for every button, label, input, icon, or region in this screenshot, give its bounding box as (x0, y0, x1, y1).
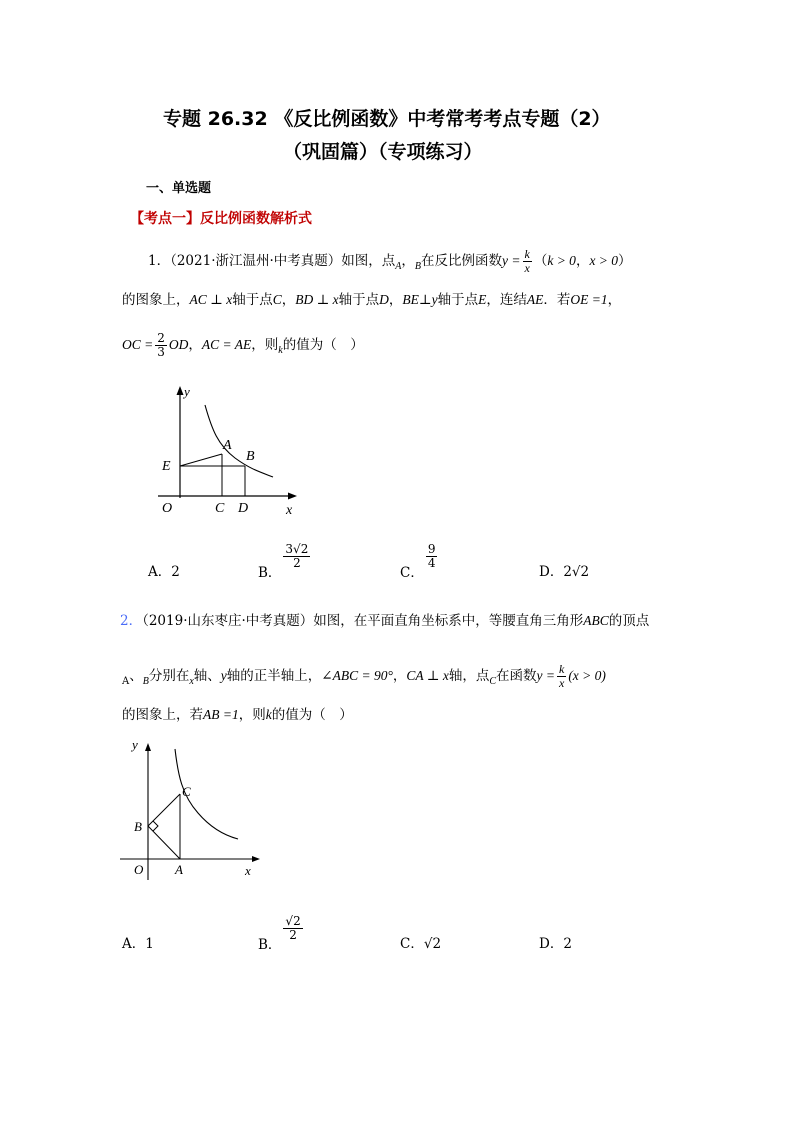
q2-option-c[interactable] (400, 932, 441, 952)
q2-fraction (557, 663, 566, 690)
q1-y-arrow (177, 386, 184, 395)
page-title-line2: （巩固篇）（专项练习） (283, 141, 483, 163)
q1-comma: ， (401, 253, 415, 269)
q1-l2b: 轴于点 (232, 292, 273, 308)
q1-option-b-num: 3√2 (285, 542, 309, 556)
q2-option-b-num: √2 (285, 914, 301, 928)
q1-label-b: B (246, 449, 255, 464)
q2-label-y: y (132, 737, 138, 752)
q1-bd-perp: BD ⊥ x (295, 292, 339, 307)
q2-l2d: ， (392, 668, 407, 684)
q2-option-b-label: B． (258, 937, 282, 953)
q1-label-a: A (223, 438, 232, 453)
q1-in-func: 在反比例函数 (421, 253, 503, 269)
q2-frac-num: k (558, 662, 565, 676)
section-heading: 一、单选题 (146, 181, 212, 196)
q1-option-c-value (426, 543, 438, 570)
q1-label-d: D (238, 501, 249, 516)
q2-l2e: 轴，点 (448, 668, 490, 684)
topic-heading: 【考点一】反比例函数解析式 (130, 211, 312, 227)
q1-figure (150, 380, 310, 520)
q2-x-arrow (252, 856, 260, 862)
q1-l2c: ， (281, 292, 296, 308)
q1-k: k (278, 345, 283, 356)
q1-label-x: x (286, 503, 293, 518)
q2-frac-den: x (558, 676, 565, 690)
q1-label-c: C (215, 501, 225, 516)
q2-option-b-value (283, 915, 302, 942)
q1-option-a[interactable] (148, 560, 180, 580)
q1-label-o: O (162, 501, 173, 516)
q2-option-d[interactable] (539, 932, 572, 952)
q1-option-b[interactable] (258, 542, 312, 581)
q1-ac-ae: AC = AE (201, 337, 252, 352)
q2-abc: ABC (583, 613, 609, 628)
q1-y-eq: y = (502, 253, 521, 268)
q1-option-a-value: 2 (171, 564, 180, 580)
q2-l1b: 的顶点 (608, 613, 650, 629)
q2-ca-perp: CA ⊥ x (406, 668, 449, 683)
q1-label-y: y (184, 384, 190, 399)
q2-option-b-den: 2 (289, 928, 297, 942)
q1-option-d-label: D． (539, 564, 564, 580)
q1-two-thirds (155, 332, 167, 359)
q1-option-c-num: 9 (427, 542, 436, 556)
q1-l2d: 轴于点 (338, 292, 380, 308)
q1-l3c: 的值为（ ） (282, 337, 364, 353)
q2-option-d-value: 2 (563, 936, 572, 952)
q1-x-arrow (288, 493, 297, 500)
q1-l3b: ，则 (251, 337, 279, 353)
q1-fraction (523, 248, 532, 275)
q2-line3 (122, 705, 353, 725)
q1-source: （2021·浙江温州·中考真题）如图，点 (170, 253, 396, 269)
q1-cond-sep: ， (575, 253, 590, 269)
q2-l3a: 的图象上，若 (122, 707, 203, 723)
q1-l2g: ，连结 (486, 292, 527, 308)
q1-line1 (148, 248, 632, 275)
q1-number: 1． (148, 253, 171, 269)
q1-ae: AE (526, 292, 544, 307)
q1-option-a-label: A． (148, 564, 172, 580)
q1-l3a: ， (188, 337, 202, 353)
q1-oe1: OE =1 (570, 292, 608, 307)
q2-y-arrow (145, 743, 151, 751)
q2-angle: ∠ABC = 90° (321, 668, 393, 683)
q1-cond-open: （ (533, 253, 548, 269)
q1-od: OD (168, 337, 189, 352)
q2-option-c-label: C． (400, 936, 424, 952)
q1-option-c[interactable] (400, 542, 439, 581)
q1-line3 (122, 332, 364, 359)
q1-line2 (122, 290, 621, 310)
q2-l3b: ，则 (238, 707, 266, 723)
q2-l2b: 轴、 (193, 668, 221, 684)
q1-frac-num: k (524, 247, 530, 261)
q2-label-o: O (134, 862, 144, 877)
q2-segment-ba (148, 826, 180, 859)
q2-l2c: 轴的正半轴上， (226, 668, 322, 684)
q2-label-c: C (182, 784, 191, 799)
q1-point-d: D (379, 292, 389, 307)
q2-option-c-value: √2 (423, 936, 442, 952)
q2-line2 (122, 663, 606, 690)
q2-ab1: AB =1 (203, 707, 239, 722)
q2-x1: x (189, 676, 194, 687)
q2-l2a: 分别在 (148, 668, 190, 684)
q1-point-a: A (395, 261, 402, 272)
q2-l3c: 的值为（ ） (271, 707, 353, 723)
q1-point-e: E (478, 292, 487, 307)
q2-label-b: B (134, 819, 142, 834)
q2-line1 (120, 611, 649, 631)
q1-l2f: 轴于点 (437, 292, 479, 308)
q1-x-gt0: x > 0 (589, 253, 619, 268)
q1-option-c-den: 4 (427, 556, 436, 570)
q2-point-c: C (489, 676, 496, 687)
q1-k-gt0: k > 0 (547, 253, 576, 268)
q2-right-angle-mark (153, 821, 158, 831)
q2-option-b[interactable] (258, 914, 305, 953)
q1-ac-perp: AC ⊥ x (189, 292, 233, 307)
q1-l2i: ， (607, 292, 622, 308)
q1-l2h: ．若 (543, 292, 571, 308)
q1-option-d-value: 2√2 (563, 564, 590, 580)
q1-option-b-value (283, 543, 310, 570)
q1-be-perp: BE⊥y (402, 292, 438, 307)
q2-label-a: A (175, 862, 183, 877)
q2-source: （2019·山东枣庄·中考真题）如图，在平面直角坐标系中，等腰直角三角形 (142, 613, 584, 629)
q1-option-b-label: B． (258, 565, 282, 581)
q1-segment-ea (180, 454, 222, 466)
q1-point-c: C (272, 292, 282, 307)
q2-option-a-label: A． (122, 936, 146, 952)
q1-label-e: E (162, 459, 171, 474)
q2-number: 2． (120, 613, 143, 629)
q1-frac-den: x (524, 261, 530, 275)
q1-option-c-label: C． (400, 565, 424, 581)
page-title-line1: 专题 26.32 《反比例函数》中考常考考点专题（2） (163, 108, 611, 130)
q1-point-b: B (414, 261, 422, 272)
q2-k: k (265, 707, 272, 722)
q2-y1: y (220, 668, 227, 683)
q2-option-a[interactable] (122, 932, 154, 952)
q1-l2a: 的图象上， (122, 292, 190, 308)
q2-sep: 、 (129, 668, 143, 684)
q2-option-a-value: 1 (145, 936, 154, 952)
q1-oc: OC = (122, 337, 154, 352)
q2-option-d-label: D． (539, 936, 564, 952)
q2-xcond: (x > 0) (568, 668, 606, 683)
q2-l2f: 在函数 (496, 668, 537, 684)
q1-option-d[interactable] (539, 560, 589, 580)
q1-option-b-den: 2 (293, 556, 301, 570)
q2-y-eq: y = (536, 668, 555, 683)
q2-figure (118, 735, 268, 885)
q1-two: 2 (157, 331, 165, 345)
q2-point-a: A (122, 676, 130, 687)
q1-l2e: ， (388, 292, 403, 308)
q2-label-x: x (245, 863, 251, 878)
q1-cond-close: ） (618, 253, 632, 269)
q1-three: 3 (157, 345, 165, 359)
q2-point-b: B (142, 676, 149, 687)
